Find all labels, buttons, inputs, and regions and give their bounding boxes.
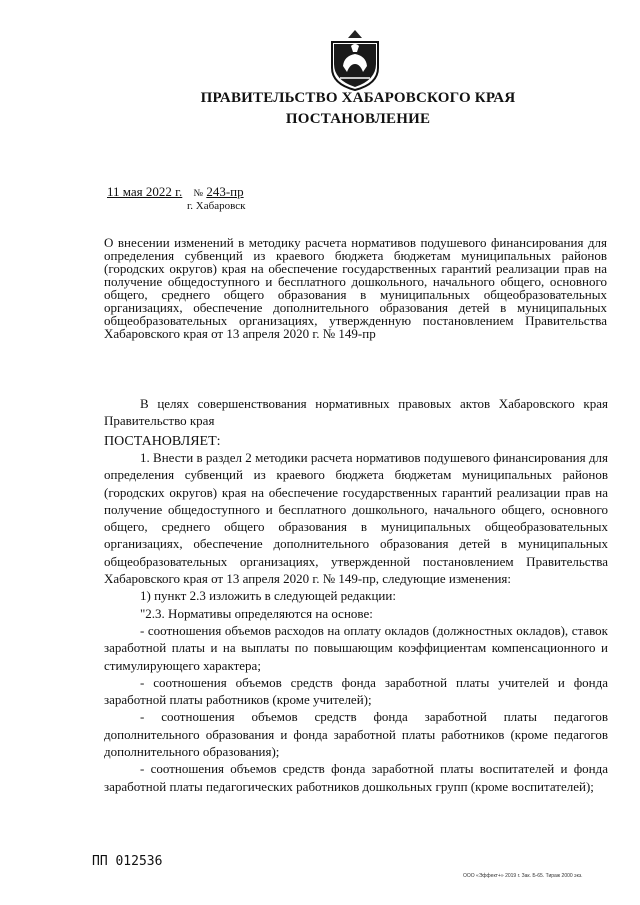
document-date: 11 мая 2022 г.	[107, 184, 183, 199]
bullet-item: - соотношения объемов средств фонда заработной платы воспитателей и фонда заработной платы педагогических работников дошкольных групп (кроме воспитателей);	[104, 761, 608, 794]
document-number: 243-пр	[206, 184, 244, 199]
document-body	[104, 449, 608, 795]
coat-of-arms-icon	[326, 28, 384, 92]
serial-number: ПП 012536	[92, 854, 163, 869]
quote-start: "2.3. Нормативы определяются на основе:	[140, 605, 373, 621]
document-subject: О внесении изменений в методику расчета нормативов подушевого финансирования для определения субвенций из краевого бюджета бюджетам муниципальных районов (городских округов) края на обеспечение государственных гарантий реализации прав на получение общедоступного и бесплатного дошкольного, начального общего, основного общего, среднего общего образования в муниципальных общеобразовательных организациях, обеспечение дополнительного образования детей в муниципальных общеобразовательных организациях, утвержденную постановлением Правительства Хабаровского края от 13 апреля 2020 г. № 149-пр	[104, 235, 607, 341]
item-1: 1. Внести в раздел 2 методики расчета нормативов подушевого финансирования для определения субвенций из краевого бюджета бюджетам муниципальных районов (городских округов) края на обеспечение государственных гарантий реализации прав на получение общедоступного и бесплатного дошкольного, начального общего, основного общего, среднего общего образования в муниципальных общеобразовательных организациях, обеспечение дополнительного образования детей в муниципальных общеобразовательных организациях, утвержденной постановлением Правительства Хабаровского края от 13 апреля 2020 г. № 149-пр, следующие изменения:	[104, 450, 608, 587]
sub-item-1: 1) пункт 2.3 изложить в следующей редакции:	[140, 588, 396, 604]
page-title: ПРАВИТЕЛЬСТВО ХАБАРОВСКОГО КРАЯ	[200, 90, 516, 106]
bullet-item: - соотношения объемов средств фонда заработной платы учителей и фонда заработной платы работников (кроме учителей);	[104, 674, 608, 708]
resolves-heading: ПОСТАНОВЛЯЕТ:	[104, 434, 221, 449]
document-city: г. Хабаровск	[187, 200, 246, 212]
printer-imprint: ООО «Эффект+» 2019 г. Зак. Б-65. Тираж 2000 экз.	[463, 873, 583, 879]
preamble: В целях совершенствования нормативных правовых актов Хабаровского края Правительство края	[104, 396, 608, 429]
number-prefix: №	[193, 188, 204, 199]
bullet-item: - соотношения объемов средств фонда заработной платы педагогов дополнительного образования и фонда заработной платы работников (кроме педагогов дополнительного образования);	[104, 709, 608, 760]
document-date-line	[107, 184, 244, 200]
bullet-item: - соотношения объемов расходов на оплату окладов (должностных окладов), ставок заработной платы и на выплаты по повышающим коэффициентам компенсационного и стимулирующего характера;	[104, 622, 608, 673]
document-type: ПОСТАНОВЛЕНИЕ	[285, 111, 431, 127]
